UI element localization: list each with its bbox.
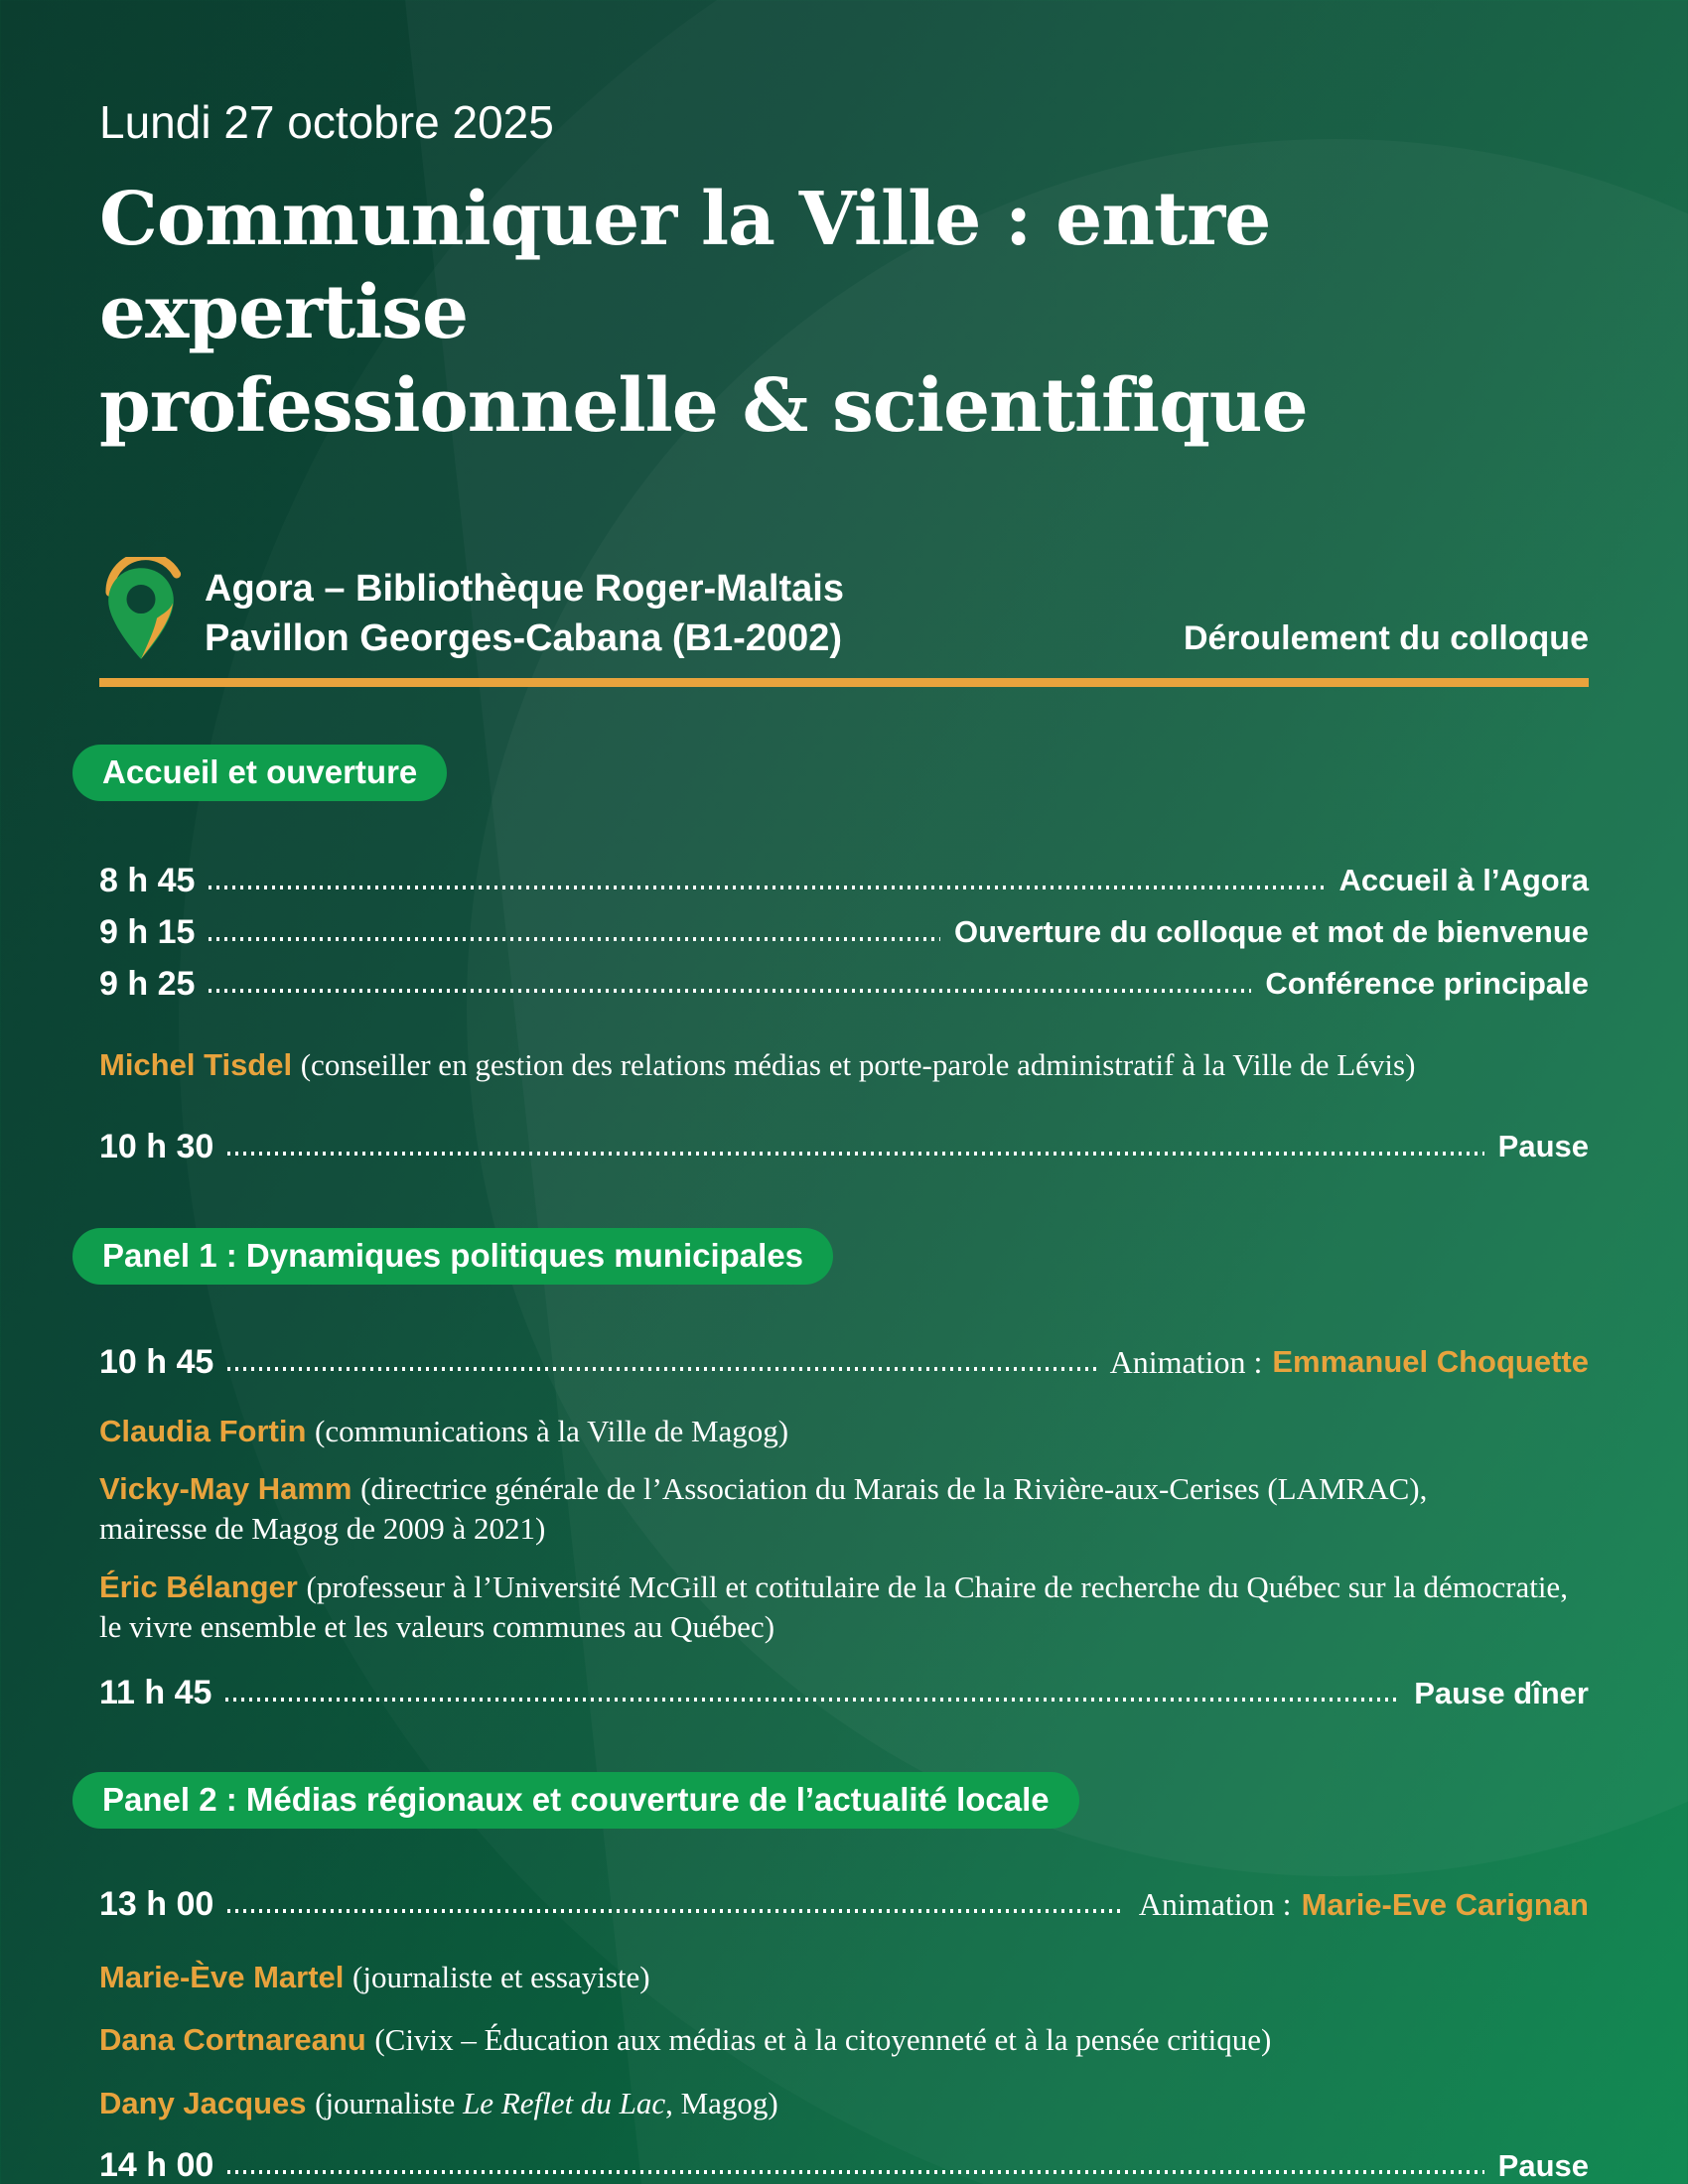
dotted-leader [227,1152,1483,1156]
speaker-name: Éric Bélanger [99,1569,298,1604]
venue-row [99,557,1589,664]
section-badge: Accueil et ouverture [72,745,447,801]
event-title-line1: Communiquer la Ville : entre expertise [99,176,1271,355]
schedule-label: Accueil à l’Agora [1338,863,1589,897]
dotted-leader [209,937,940,941]
schedule-row [99,1878,1589,1930]
speaker-name: Vicky-May Hamm [99,1471,352,1507]
schedule-time: 11 h 45 [99,1674,212,1712]
event-title-line2: professionnelle & scientifique [99,362,1308,449]
speaker-name: Dana Cortnareanu [99,2021,366,2057]
animation-prefix: Animation : [1109,1343,1263,1380]
speaker-description: (professeur à l’Université McGill et cotitulaire de la Chaire de recherche du Québec sur la démocratie, [306,1569,1568,1604]
venue-line2: Pavillon Georges-Cabana (B1-2002) [205,617,842,660]
schedule-label: Conférence principale [1265,966,1589,1001]
speaker-description: (conseiller en gestion des relations médias et porte-parole administratif à la Ville de Lévis) [300,1046,1416,1082]
poster-content [99,0,1589,2184]
dotted-leader [225,1698,1400,1702]
speaker-line2: mairesse de Magog de 2009 à 2021) [99,1511,546,1547]
speaker-entry [99,1469,1589,1550]
speaker-entry [99,1412,1589,1451]
venue-line1: Agora – Bibliothèque Roger-Maltais [205,568,844,611]
schedule-row [99,1667,1589,1718]
schedule-row [99,1336,1589,1388]
animation-prefix: Animation : [1138,1886,1292,1923]
schedule-label: Pause [1497,2147,1589,2183]
program-label: Déroulement du colloque [1183,618,1589,657]
section-badge: Panel 1 : Dynamiques politiques municipales [72,1228,833,1285]
speaker-name: Dany Jacques [99,2085,307,2120]
schedule-row [99,855,1589,906]
dotted-leader [209,886,1325,889]
dotted-leader [227,2170,1483,2174]
map-pin-icon [99,557,183,664]
event-date: Lundi 27 octobre 2025 [99,96,554,148]
schedule-time: 9 h 25 [99,964,196,1003]
section-badge: Panel 2 : Médias régionaux et couverture de l’actualité locale [72,1772,1079,1829]
speaker-name: Marie-Ève Martel [99,1960,345,1995]
dotted-leader [209,989,1251,993]
speaker-description [315,2086,778,2120]
animation-host-name: Marie-Eve Carignan [1301,1886,1589,1922]
animation-host-name: Emmanuel Choquette [1272,1344,1589,1380]
speaker-line1 [99,1568,1589,1607]
speaker-description-italic: Le Reflet du Lac [463,2085,666,2120]
speaker-description: (Civix – Éducation aux médias et à la citoyenneté et à la pensée critique) [374,2021,1272,2057]
schedule-row [99,2139,1589,2184]
dotted-leader [227,1909,1124,1913]
section-accueil [99,687,1589,1172]
schedule-time: 10 h 30 [99,1127,214,1165]
schedule-row [99,1121,1589,1172]
speaker-description: (journaliste et essayiste) [352,1960,650,1995]
section-panel-2 [99,1718,1589,2184]
schedule-label: Pause [1497,1129,1589,1164]
section-panel-1 [99,1172,1589,1718]
orange-divider [99,678,1589,687]
dotted-leader [227,1367,1095,1371]
speaker-description: (communications à la Ville de Magog) [315,1413,789,1448]
schedule-time: 8 h 45 [99,861,196,899]
schedule-time: 9 h 15 [99,912,196,951]
schedule-time: 14 h 00 [99,2146,214,2184]
speaker-description: (directrice générale de l’Association du Marais de la Rivière-aux-Cerises (LAMRAC), [360,1471,1428,1507]
speaker-line1 [99,1469,1589,1509]
schedule-time: 13 h 00 [99,1885,214,1924]
speaker-name: Claudia Fortin [99,1413,307,1448]
speaker-entry [99,1045,1589,1085]
schedule-label: Pause dîner [1414,1675,1589,1710]
schedule-label: Ouverture du colloque et mot de bienvenue [953,914,1589,949]
speaker-entry [99,1958,1589,1997]
schedule-row [99,958,1589,1010]
speaker-description-pre: (journaliste [315,2085,464,2120]
speaker-line2: le vivre ensemble et les valeurs communes au Québec) [99,1608,775,1644]
schedule-time: 10 h 45 [99,1342,214,1381]
speaker-description-post: , Magog) [665,2085,778,2120]
event-title [99,174,1589,454]
speaker-entry [99,2084,1589,2123]
speaker-entry [99,2020,1589,2060]
speaker-entry [99,1568,1589,1648]
speaker-name: Michel Tisdel [99,1046,293,1082]
schedule-row [99,906,1589,958]
venue-address [205,564,844,663]
